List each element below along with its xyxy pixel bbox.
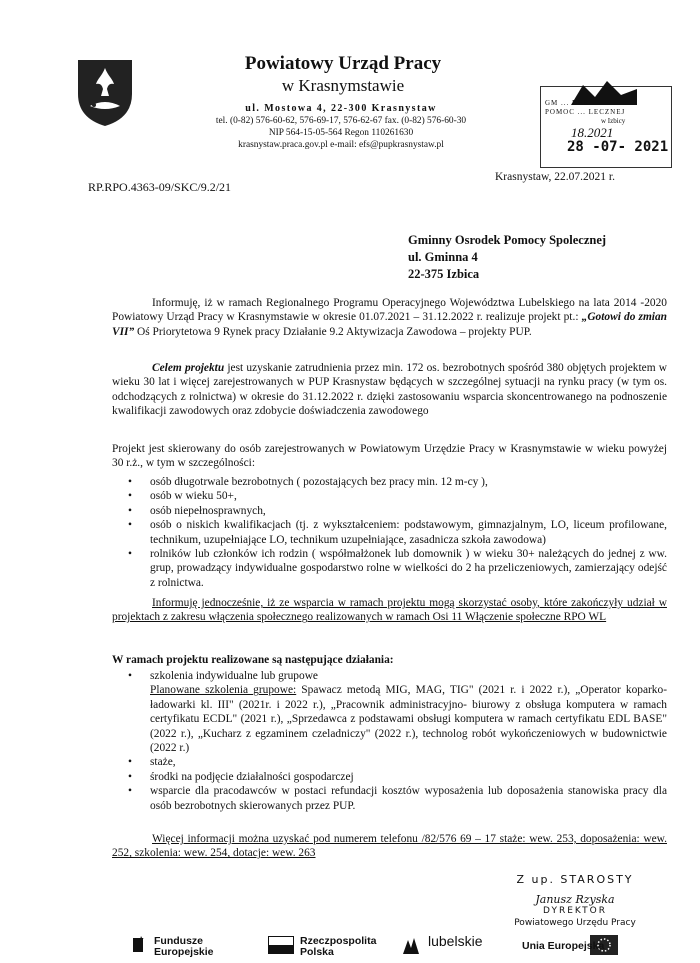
flag-icon — [268, 936, 294, 954]
paragraph-eligibility: Informuję jednocześnie, iż ze wsparcia w ramach projektu mogą skorzystać osoby, które zakończyły udział w projektach z zakresu włączenia społecznego realizowanych w ramach Osi 11 Włączenie społeczne RPO WL — [112, 597, 667, 624]
actions-heading: W ramach projektu realizowane są następujące działania: — [112, 654, 394, 666]
fe-logo-text — [154, 936, 214, 958]
signature-line-1: Z up. STAROSTY — [516, 873, 634, 886]
rp-line-1: Rzeczpospolita — [300, 935, 377, 947]
actions-list — [112, 669, 667, 813]
fe-line-1: Fundusze — [154, 935, 203, 947]
paragraph-target: Projekt jest skierowany do osób zarejestrowanych w Powiatowym Urzędzie Pracy w Krasnymstawie w wieku powyżej 30 r.ż., w tym w szczególności: — [112, 443, 667, 470]
office-name: Powiatowy Urząd Pracy — [244, 53, 442, 74]
office-city: w Krasnymstawie — [281, 76, 405, 95]
rp-line-2: Polska — [300, 946, 334, 958]
list-item: • wsparcie dla pracodawców w postaci refundacji kosztów wyposażenia lub doposażenia stanowiska pracy dla osób bezrobotnych skierowanych przez PUP. — [112, 784, 667, 813]
reference-number: RP.RPO.4363-09/SKC/9.2/21 — [88, 180, 232, 194]
target-groups-list — [112, 475, 667, 590]
eu-logo-text: Unia Europejska — [522, 940, 605, 952]
list-item: • środki na podjęcie działalności gospodarczej — [112, 770, 667, 784]
signature-line-3: DYREKTOR — [543, 906, 607, 916]
place-date: Krasnystaw, 22.07.2021 r. — [495, 171, 615, 183]
office-web: krasnystaw.praca.gov.pl e-mail: efs@pupkrasnystaw.pl — [238, 140, 444, 150]
intro-tail: Oś Priorytetowa 9 Rynek pracy Działanie 9.2 Aktywizacja Zawodowa – projekty PUP. — [134, 325, 532, 338]
fe-star-icon — [132, 934, 146, 954]
intro-text: Informuję, iż w ramach Regionalnego Programu Operacyjnego Województwa Lubelskiego na lata 2014 -2020 Powiatowy Urząd Pracy w Krasnymstawie w okresie 01.07.2021 – 31.12.2022 r. realizuje projekt pt.: — [112, 297, 667, 324]
addressee-block — [408, 232, 606, 283]
contact-info: Więcej informacji można uzyskać pod numerem telefonu /82/576 69 – 17 staże: wew. 253, doposażenia: wew. 252, szkolenia: wew. 254, dotacje: wew. 263 — [112, 833, 667, 860]
list-item: • osób długotrwale bezrobotnych ( pozostających bez pracy min. 12 m-cy ), — [112, 475, 667, 489]
received-stamp — [540, 86, 672, 168]
list-item: • osób niepełnosprawnych, — [112, 504, 667, 518]
stamp-line-1: GM ... DER — [545, 99, 590, 107]
coat-of-arms-logo — [74, 56, 136, 128]
list-item: • rolników lub członków ich rodzin ( współmałżonek lub domownik ) w wieku 30+ należących do jednej z ww. grup, prowadzący indywidualne gospodarstwo rolne w wielkości do 2 ha przeliczeniowych, zamierzający odejść z rolnictwa. — [112, 547, 667, 590]
project-title: „Gotowi do zmian VII” — [112, 311, 668, 338]
stamp-line-2: POMOC ... LECZNEJ — [545, 108, 626, 116]
list-item: • szkolenia indywidualne lub grupowe — [112, 669, 667, 683]
lubelskie-emblem-icon — [400, 936, 422, 956]
fe-line-2: Europejskie — [154, 946, 214, 958]
office-street: ul. Mostowa 4, 22-300 Krasnystaw — [245, 103, 437, 114]
office-ids: NIP 564-15-05-564 Regon 110261630 — [268, 128, 414, 138]
planned-text: Spawacz metodą MIG, MAG, TIG" (2021 r. i 2022 r.), „Operator koparko-ładowarki kl. III" (2021r. i 2022 r.), „Pracownik administracyjno- biurowy z obsługa komputera w ramach certyfikatu ECDL" (2021 r.), „Sprzedawca z podstawami obsługi komputera w ramach certyfikatu EDL BASE" (2022 r.), „Kucharz z egzaminem czeladniczy" (2022 r.), technolog robót wykończeniowych w budownictwie (2022 r.) — [150, 684, 667, 755]
stamp-date: 28 -07- 2021 — [567, 139, 669, 155]
planned-trainings — [112, 683, 667, 755]
signature-line-4: Powiatowego Urzędu Pracy — [514, 918, 636, 928]
paragraph-goal — [112, 361, 667, 419]
paragraph-intro — [112, 296, 667, 339]
list-item: • osób w wieku 50+, — [112, 489, 667, 503]
planned-label: Planowane szkolenia grupowe: — [150, 684, 297, 697]
office-phone: tel. (0-82) 576-60-62, 576-69-17, 576-62-67 fax. (0-82) 576-60-30 — [215, 116, 467, 126]
addressee-street: ul. Gminna 4 — [408, 250, 478, 264]
list-item: • staże, — [112, 755, 667, 769]
lubelskie-logo-text: lubelskie — [428, 933, 483, 949]
addressee-name: Gminny Osrodek Pomocy Spolecznej — [408, 233, 607, 247]
signature-name: Janusz Rzyska — [535, 893, 615, 906]
list-item: • osób o niskich kwalifikacjach (tj. z wykształceniem: podstawowym, gimnazjalnym, LO, liceum profilowane, technikum, uzupełniające LO, technikum uzupełniające, zasadnicza szkoła zawodowa) — [112, 518, 667, 547]
stamp-handwritten: 18.2021 — [571, 125, 614, 140]
stamp-line-3: w Izbicy — [601, 117, 626, 125]
rp-logo-text — [300, 936, 376, 958]
goal-lead: Celem projektu — [152, 362, 225, 374]
goal-text: jest uzyskanie zatrudnienia przez min. 172 os. bezrobotnych spośród 380 objętych projektem w wieku 30 lat i więcej zarejestrowanych w PUP Krasnystaw będących w szczególnej sytuacji na rynku pracy (w tym os. odchodzących z rolnictwa) w okresie do 31.12.2022 r. dzięki zastosowaniu wsparcia skoncentrowanego na podnoszenie kwalifikacji zawodowych oraz zdobycie doświadczenia zawodowego — [112, 362, 667, 418]
addressee-city: 22-375 Izbica — [408, 267, 480, 281]
